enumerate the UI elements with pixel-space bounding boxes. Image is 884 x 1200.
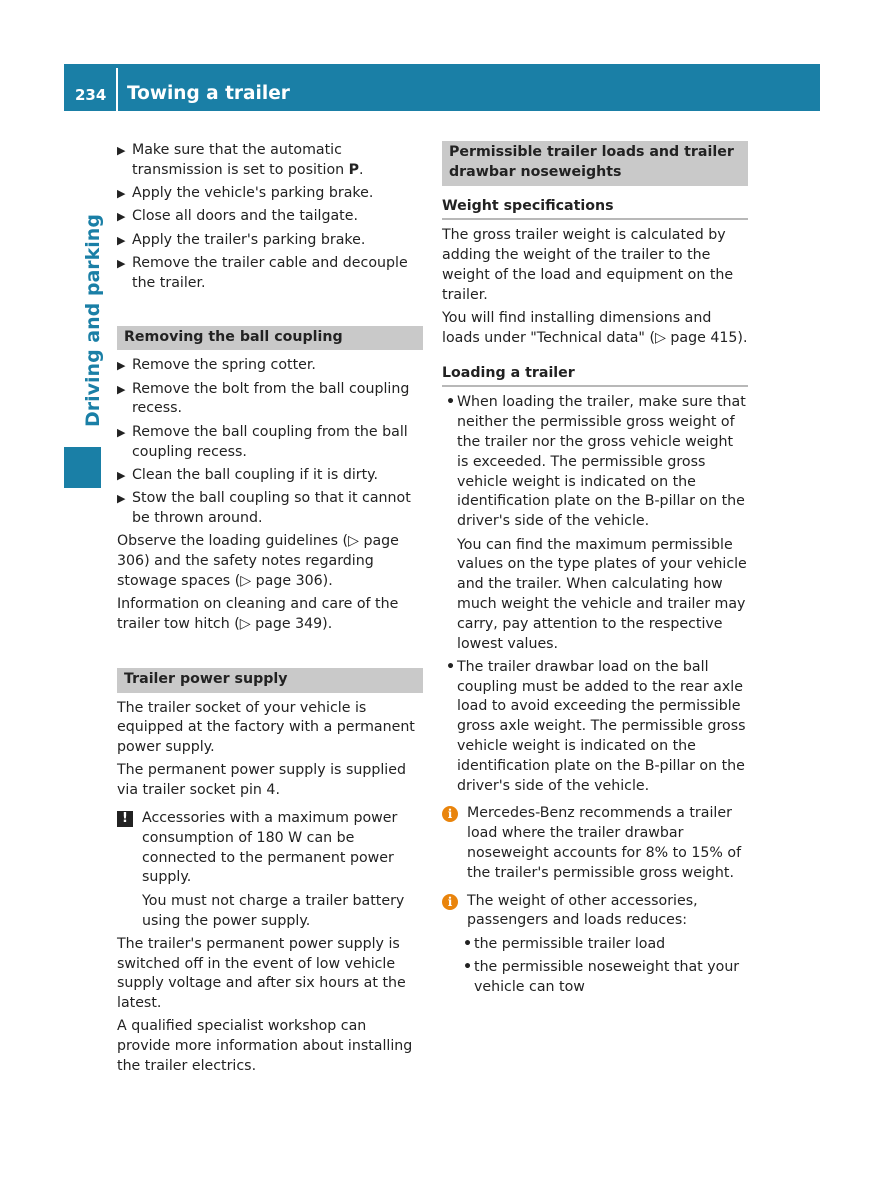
gross-weight-text: The gross trailer weight is calculated by adding the weight of the trailer to the weight of the load and equipment on the trailer.: [442, 227, 734, 303]
list-item: • the permissible noseweight that your vehicle can tow: [463, 958, 740, 995]
chapter-marker: [64, 447, 101, 488]
bullet-icon: •: [446, 394, 456, 411]
arrow-icon: ▶: [117, 256, 126, 270]
header-divider: [116, 68, 118, 111]
warning-continuation: You must not charge a trailer battery using the power supply.: [142, 892, 405, 929]
info-icon: i: [442, 894, 458, 910]
bullet-icon: •: [463, 958, 473, 975]
subheading-weight-specifications: Weight specifications: [442, 197, 748, 221]
info-note-accessories: i The weight of other accessories, passengers and loads reduces:: [442, 892, 748, 932]
warning-icon: !: [117, 811, 133, 827]
page-number: 234: [75, 86, 107, 104]
left-column: [117, 141, 423, 1080]
arrow-icon: ▶: [117, 468, 126, 482]
arrow-icon: ▶: [117, 233, 126, 247]
workshop-text: A qualified specialist workshop can provide more information about installing the trailer electrics.: [117, 1018, 413, 1075]
socket-text: The trailer socket of your vehicle is equipped at the factory with a permanent power supply.: [117, 699, 415, 756]
right-column: [442, 141, 748, 1001]
bullet-icon: •: [463, 935, 473, 952]
decouple-steps: [117, 141, 423, 294]
info-note-noseweight: i Mercedes-Benz recommends a trailer load where the trailer drawbar noseweight accounts for 8% to 15% of the trailer's permissible gross weight.: [442, 804, 748, 883]
arrow-icon: ▶: [117, 359, 126, 373]
section-heading-power-supply: Trailer power supply: [117, 668, 423, 693]
step-item: ▶ Remove the spring cotter.: [117, 356, 423, 376]
step-item: ▶ Remove the trailer cable and decouple the trailer.: [117, 254, 408, 291]
loading-guidelines-text: Observe the loading guidelines (▷ page 306) and the safety notes regarding stowage spaces (▷ page 306).: [117, 533, 399, 589]
arrow-icon: ▶: [117, 187, 126, 201]
arrow-icon: ▶: [117, 382, 126, 396]
cleaning-info-text: Information on cleaning and care of the trailer tow hitch (▷ page 349).: [117, 596, 399, 632]
page-header: [64, 64, 820, 111]
step-item: ▶ Stow the ball coupling so that it cannot be thrown around.: [117, 490, 411, 526]
list-item: • The trailer drawbar load on the ball coupling must be added to the rear axle load to avoid exceeding the permissible gross axle weight. The permissible gross vehicle weight is indicated on the identification plate on the B-pillar on the driver's side of the vehicle.: [446, 658, 746, 794]
list-item: • the permissible trailer load: [459, 935, 748, 955]
step-item: ▶ Make sure that the automatic transmission is set to position P.: [117, 142, 364, 178]
step-item: ▶ Clean the ball coupling if it is dirty.: [117, 466, 423, 486]
warning-text: Accessories with a maximum power consumption of 180 W can be connected to the permanent power supply.: [142, 810, 398, 886]
section-heading-trailer-loads: Permissible trailer loads and trailer drawbar noseweights: [442, 141, 748, 186]
chapter-side-tab: [64, 111, 104, 488]
pin-text: The permanent power supply is supplied via trailer socket pin 4.: [117, 762, 406, 799]
ball-coupling-steps: [117, 356, 423, 528]
chapter-label: Driving and parking: [82, 214, 104, 427]
section-heading-ball-coupling: Removing the ball coupling: [117, 326, 423, 351]
warning-note: [117, 809, 423, 931]
switch-off-text: The trailer's permanent power supply is switched off in the event of low vehicle supply voltage and after six hours at the latest.: [117, 935, 406, 1012]
info-icon: i: [442, 806, 458, 822]
arrow-icon: ▶: [117, 492, 126, 506]
subheading-loading-trailer: Loading a trailer: [442, 364, 748, 388]
list-item: • When loading the trailer, make sure that neither the permissible gross weight of the trailer nor the gross vehicle weight is exceeded. The permissible gross vehicle weight is indicated on the identification plate on the B-pillar on the driver's side of the vehicle. You can find the maximum permissible values on the type plates of your vehicle and the trailer. When calculating how much weight the vehicle and trailer may carry, pay attention to the respective lowest values.: [446, 394, 747, 652]
dimensions-text: You will find installing dimensions and loads under "Technical data" (▷ page 415).: [442, 310, 748, 346]
step-item: ▶ Apply the vehicle's parking brake.: [117, 184, 423, 204]
bullet-icon: •: [446, 658, 456, 675]
arrow-icon: ▶: [117, 210, 126, 224]
reduces-bullets: [459, 935, 748, 998]
step-item: ▶ Apply the trailer's parking brake.: [117, 231, 423, 251]
arrow-icon: ▶: [117, 144, 126, 157]
page-title: Towing a trailer: [127, 83, 290, 104]
step-item: ▶ Remove the ball coupling from the ball coupling recess.: [117, 423, 408, 460]
loading-bullets: [442, 393, 748, 796]
arrow-icon: ▶: [117, 425, 126, 439]
step-item: ▶ Remove the bolt from the ball coupling recess.: [117, 380, 410, 417]
step-item: ▶ Close all doors and the tailgate.: [117, 207, 423, 227]
